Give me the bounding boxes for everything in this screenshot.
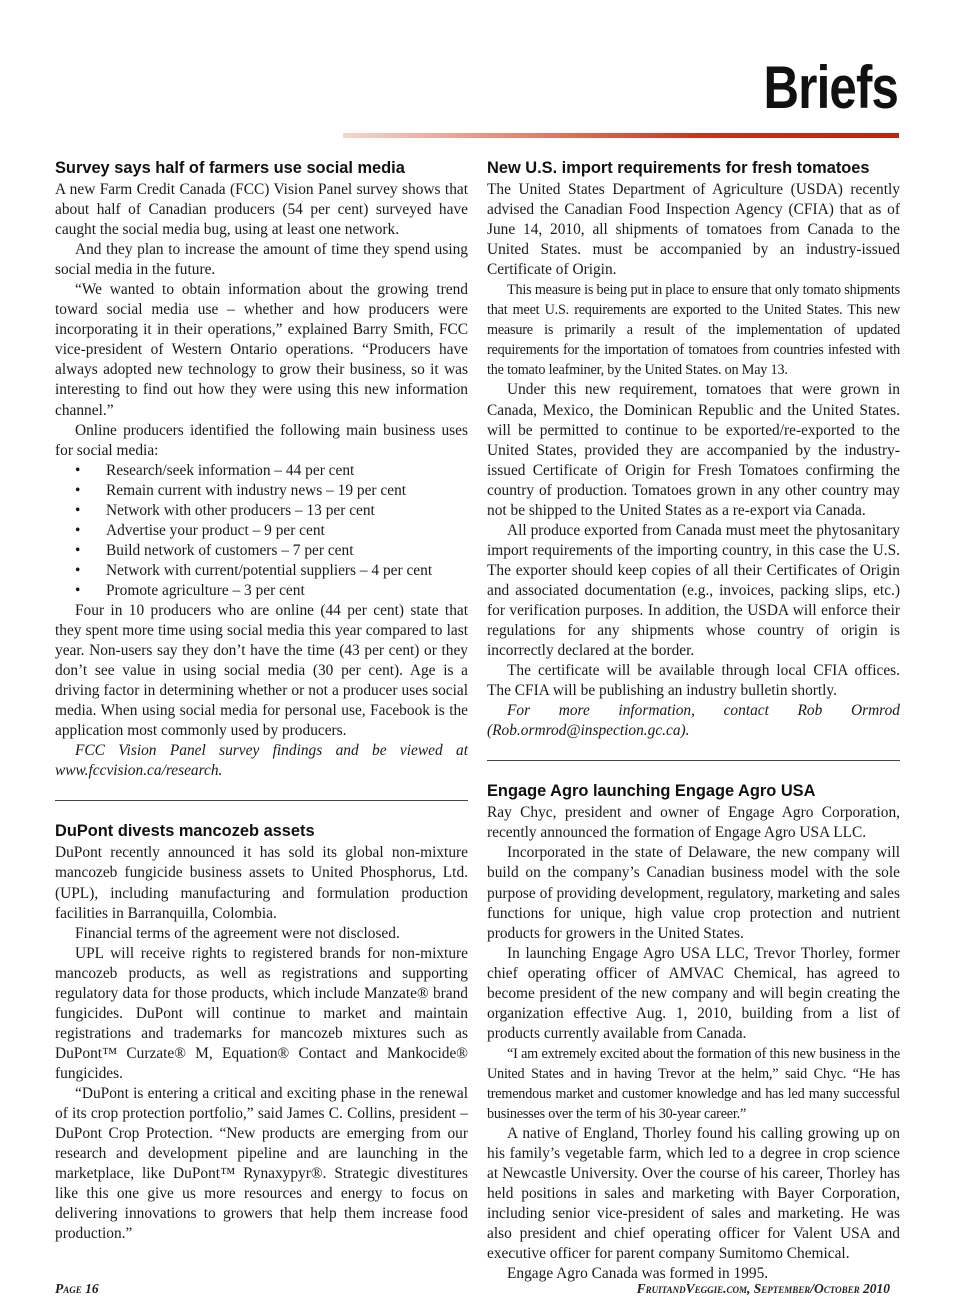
list-item: • Remain current with industry news – 19 per cent — [55, 481, 468, 501]
list-item: • Advertise your product – 9 per cent — [55, 521, 468, 541]
list-item: • Research/seek information – 44 per cent — [55, 461, 468, 481]
paragraph: “I am extremely excited about the formation of this new business in the United States and in having Trevor at the helm,” said Chyc. “He has tremendous market and customer knowledge and has led many successful businesses over the term of his 30-year career.” — [487, 1045, 900, 1123]
section-title: Briefs — [763, 54, 898, 121]
list-item: • Promote agriculture – 3 per cent — [55, 581, 468, 601]
article-title: Survey says half of farmers use social media — [55, 159, 405, 177]
article-title: DuPont divests mancozeb assets — [55, 822, 315, 841]
more-info-link-text: FCC Vision Panel survey findings and be viewed at www.fccvision.ca/research. — [55, 742, 468, 780]
paragraph: The United States Department of Agriculture (USDA) recently advised the Canadian Food Inspection Agency (CFIA) that as of June 14, 2010, all shipments of tomatoes from Canada to the United States. must be accompanied by an industry-issued Certificate of Origin. — [487, 181, 900, 279]
paragraph: All produce exported from Canada must meet the phytosanitary import requirements of the importing country, in this case the U.S. The exporter should keep copies of all their Certificates of Origin and associated documentation (e.g., invoices, packing slips, etc.) for verification purposes. In addition, the USDA will enforce their regulations for any shipments whose country of origin is incorrectly declared at the border. — [487, 521, 900, 660]
paragraph: Financial terms of the agreement were not disclosed. — [75, 924, 400, 942]
paragraph: In launching Engage Agro USA LLC, Trevor Thorley, former chief operating officer of AMVAC Chemical, has agreed to become president of the new company and will begin creating the organization effective Aug. 1, 2010, building from a list of products currently available from Canada. — [487, 944, 900, 1042]
paragraph: A native of England, Thorley found his calling growing up on his family’s vegetable farm, which led to a degree in crop science at Newcastle University. Over the course of his career, Thorley has held positions in sales and marketing with Bayer Corporation, including senior vice-president of sales and marketing. He was also president and chief operating officer for Valent USA and executive officer for parent company Sumitomo Chemical. — [487, 1125, 900, 1263]
left-column — [55, 157, 468, 1244]
article-tomatoes — [487, 157, 900, 741]
article-engage-agro — [487, 780, 900, 1284]
paragraph: Incorporated in the state of Delaware, the new company will build on the company’s Canadian business model with the sole purpose of providing development, regulatory, marketing and sales functions for unique, high value crop protection and nutrient products for growers in the United States. — [487, 844, 900, 942]
paragraph: The certificate will be available through local CFIA offices. The CFIA will be publishing an industry bulletin shortly. — [487, 662, 900, 700]
paragraph: Four in 10 producers who are online (44 per cent) state that they spent more time using social media this year compared to last year. Non-users say they don’t have the time (43 per cent) or they don’t see value in using social media (30 per cent). Age is a driving factor in determining whether or not a producer uses social media. When using social media for personal use, Facebook is the application most commonly used by producers. — [55, 601, 468, 740]
article-social-media — [55, 157, 468, 781]
article-title: New U.S. import requirements for fresh tomatoes — [487, 159, 870, 177]
bullet-list — [55, 461, 468, 601]
paragraph: UPL will receive rights to registered brands for non-mixture mancozeb products, as well as registrations and supporting regulatory data for those products, which include Manzate® brand fungicides. DuPont will continue to market and maintain registrations and trademarks for mancozeb mixtures such as DuPont™ Curzate® M, Equation® Contact and Mankocide® fungicides. — [55, 944, 468, 1082]
paragraph: This measure is being put in place to ensure that only tomato shipments that meet U.S. requirements are exported to the United States. This new measure is primarily a result of the implementation of updated requirements for the importation of tomatoes from countries infested with the tomato leafminer, by the United States. on May 13. — [487, 282, 900, 379]
paragraph: Ray Chyc, president and owner of Engage Agro Corporation, recently announced the formation of Engage Agro USA LLC. — [487, 804, 900, 842]
paragraph: Engage Agro Canada was formed in 1995. — [507, 1265, 769, 1283]
paragraph: DuPont recently announced it has sold its global non-mixture mancozeb fungicide business assets to United Phosphorus, Ltd. (UPL), including manufacturing and formulation production facilities in Barranquilla, Colombia. — [55, 844, 468, 922]
list-item: • Network with current/potential suppliers – 4 per cent — [55, 561, 468, 581]
paragraph: And they plan to increase the amount of time they spend using social media in the future. — [55, 241, 468, 279]
list-item: • Build network of customers – 7 per cent — [55, 541, 468, 561]
paragraph: Under this new requirement, tomatoes that were grown in Canada, Mexico, the Dominican Republic and the United States. will be permitted to continue to be exported/re-exported to the United States, provided they are accompanied by the industry-issued Certificate of Origin for Fresh Tomatoes confirming the country of production. Tomatoes grown in any other country may not be shipped to the United States as a re-export via Canada. — [487, 381, 900, 519]
page-number: Page 16 — [55, 1281, 99, 1296]
article-divider — [487, 760, 900, 761]
article-divider — [55, 800, 468, 801]
header-rule — [343, 133, 899, 138]
more-info-contact: For more information, contact Rob Ormrod (Rob.ormrod@inspection.gc.ca). — [487, 702, 900, 740]
article-dupont — [55, 820, 468, 1244]
paragraph: “We wanted to obtain information about the growing trend toward social media use – whether and how producers were incorporating it in their operations,” explained Barry Smith, FCC vice-president of Western Ontario operations. “Producers have always adopted new technology to grow their business, so it was interesting to find out how they were using this new information channel.” — [55, 281, 468, 419]
list-item: • Network with other producers – 13 per cent — [55, 501, 468, 521]
paragraph: “DuPont is entering a critical and exciting phase in the renewal of its crop protection portfolio,” said James C. Collins, president – DuPont Crop Protection. “New products are emerging from our research and development pipeline and are launching in the marketplace, like DuPont™ Rynaxypyr®. Strategic divestitures like this one give us more resources and energy to focus on delivering innovations to growers that help them increase food production.” — [55, 1084, 468, 1243]
publication-info: FruitandVeggie.com, September/October 2010 — [636, 1281, 890, 1296]
paragraph: A new Farm Credit Canada (FCC) Vision Panel survey shows that about half of Canadian producers (54 per cent) surveyed have caught the social media bug, using at least one network. — [55, 181, 468, 239]
article-title: Engage Agro launching Engage Agro USA — [487, 782, 816, 801]
right-column — [487, 157, 900, 1284]
paragraph: Online producers identified the following main business uses for social media: — [55, 421, 468, 459]
